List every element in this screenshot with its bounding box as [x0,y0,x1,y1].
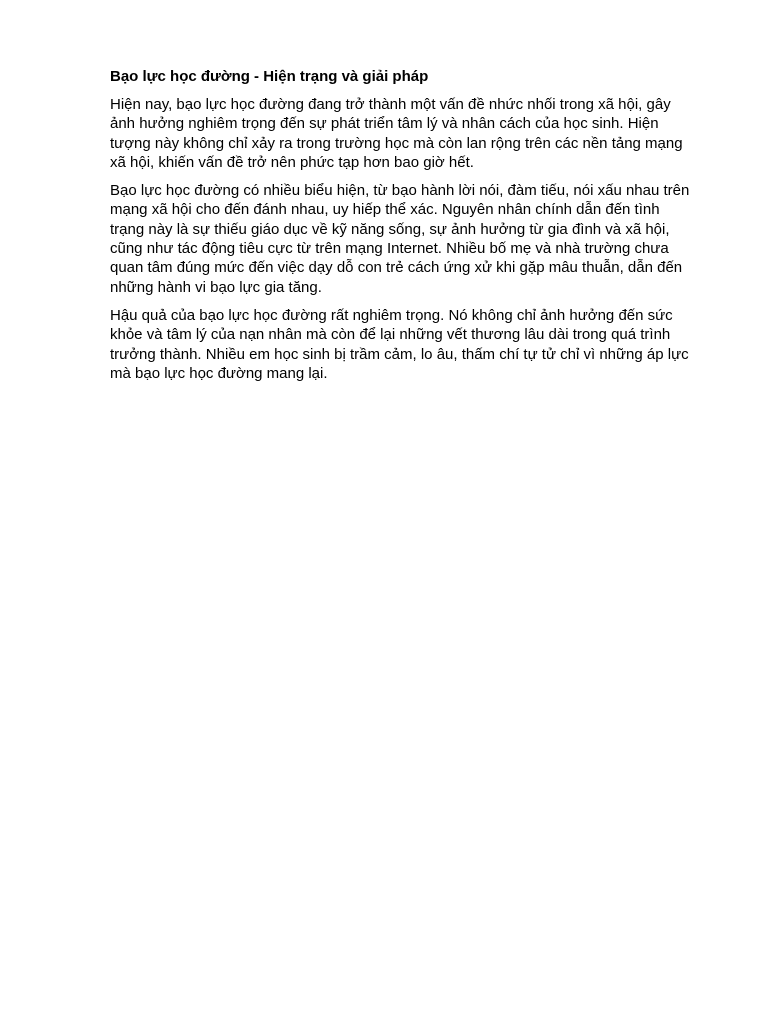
document-page [110,67,694,392]
paragraph-consequences: Hậu quả của bạo lực học đường rất nghiêm trọng. Nó không chỉ ảnh hưởng đến sức khỏe và tâm lý của nạn nhân mà còn để lại những vết thương lâu dài trong quá trình trưởng thành. Nhiều em học sinh bị trầm cảm, lo âu, thấm chí tự tử chỉ vì những áp lực mà bạo lực học đường mang lại. [110,306,689,382]
document-title: Bạo lực học đường - Hiện trạng và giải pháp [110,68,429,85]
paragraph-intro: Hiện nay, bạo lực học đường đang trở thành một vấn đề nhức nhối trong xã hội, gây ảnh hưởng nghiêm trọng đến sự phát triển tâm lý và nhân cách của học sinh. Hiện tượng này không chỉ xảy ra trong trường học mà còn lan rộng trên các nền tảng mạng xã hội, khiến vấn đề trở nên phức tạp hơn bao giờ hết. [110,96,683,171]
paragraph-causes: Bạo lực học đường có nhiều biểu hiện, từ bạo hành lời nói, đàm tiếu, nói xấu nhau trên mạng xã hội cho đến đánh nhau, uy hiếp thể xác. Nguyên nhân chính dẫn đến tình trạng này là sự thiếu giáo dục về kỹ năng sống, sự ảnh hưởng từ gia đình và xã hội, cũng như tác động tiêu cực từ trên mạng Internet. Nhiều bố mẹ và nhà trường chưa quan tâm đúng mức đến việc dạy dỗ con trẻ cách ứng xử khi gặp mâu thuẫn, dẫn đến những hành vi bạo lực gia tăng. [110,182,690,296]
